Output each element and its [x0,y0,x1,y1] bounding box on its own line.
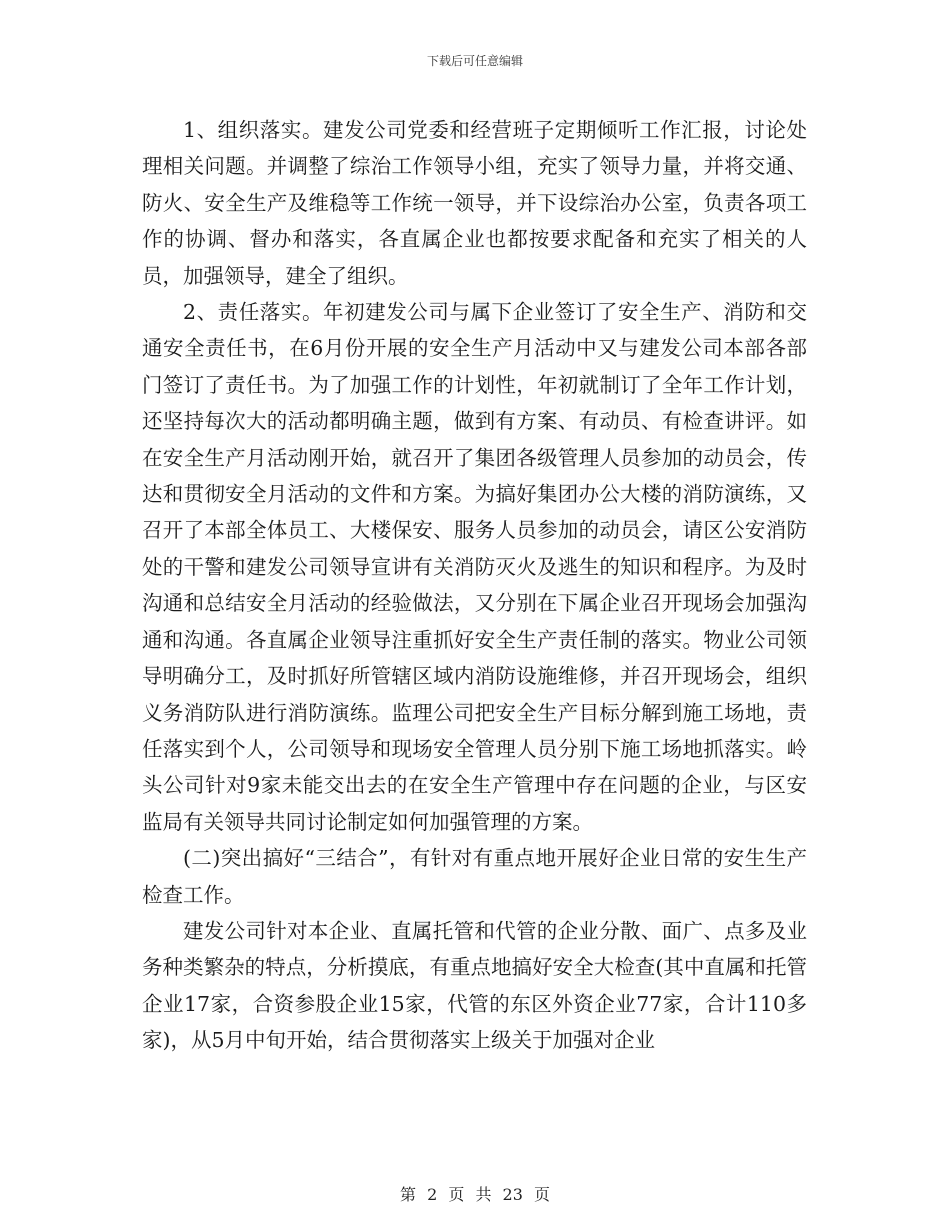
paragraph-responsibility: 2、责任落实。年初建发公司与属下企业签订了安全生产、消防和交通安全责任书，在6月份开展的安全生产月活动中又与建发公司本部各部门签订了责任书。为了加强工作的计划性，年初就制订了全年工作计划，还坚持每次大的活动都明确主题，做到有方案、有动员、有检查讲评。如在安全生产月活动刚开始，就召开了集团各级管理人员参加的动员会，传达和贯彻安全月活动的文件和方案。为搞好集团办公大楼的消防演练，又召开了本部全体员工、大楼保安、服务人员参加的动员会，请区公安消防处的干警和建发公司领导宣讲有关消防灭火及逃生的知识和程序。为及时沟通和总结安全月活动的经验做法，又分别在下属企业召开现场会加强沟通和沟通。各直属企业领导注重抓好安全生产责任制的落实。物业公司领导明确分工，及时抓好所管辖区域内消防设施维修，并召开现场会，组织义务消防队进行消防演练。监理公司把安全生产目标分解到施工场地，责任落实到个人，公司领导和现场安全管理人员分别下施工场地抓落实。岭头公司针对9家未能交出去的在安全生产管理中存在问题的企业，与区安监局有关领导共同讨论制定如何加强管理的方案。 [142,300,807,834]
page-header: 下载后可任意编辑 [426,54,523,68]
paragraph-organization: 1、组织落实。建发公司党委和经营班子定期倾听工作汇报，讨论处理相关问题。并调整了综治工作领导小组，充实了领导力量，并将交通、防火、安全生产及维稳等工作统一领导，并下设综治办公室，负责各项工作的协调、督办和落实，各直属企业也都按要求配备和充实了相关的人员，加强领导，建全了组织。 [142,118,807,288]
document-body [142,112,807,1059]
paragraph-section-heading: (二)突出搞好“三结合”，有针对有重点地开展好企业日常的安生生产检查工作。 [142,846,807,907]
page-footer: 第 2 页 共 23 页 [400,1185,550,1204]
paragraph-inspection: 建发公司针对本企业、直属托管和代管的企业分散、面广、点多及业务种类繁杂的特点，分析摸底，有重点地搞好安全大检查(其中直属和托管企业17家，合资参股企业15家，代管的东区外资企业77家，合计110多家)，从5月中旬开始，结合贯彻落实上级关于加强对企业 [142,918,807,1053]
